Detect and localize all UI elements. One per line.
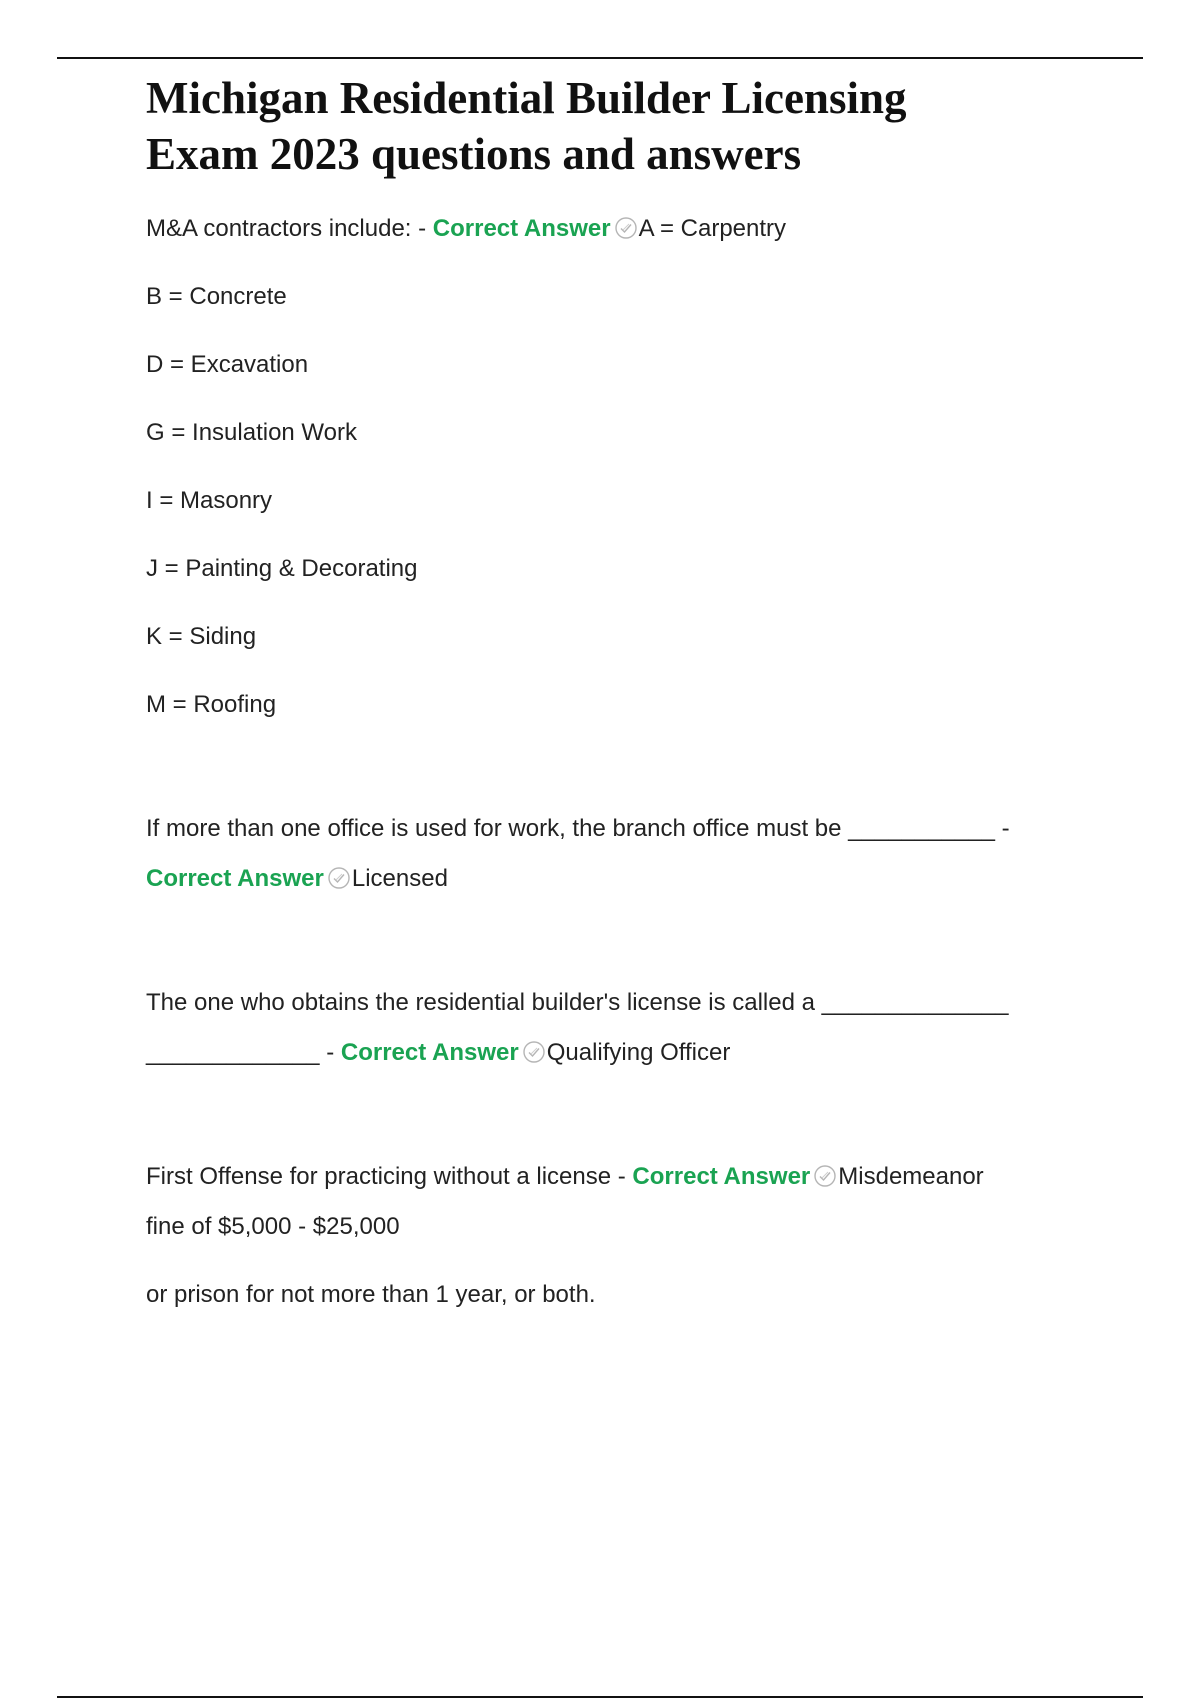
answer-1-line: J = Painting & Decorating (146, 555, 418, 582)
correct-answer-label: Correct Answer (340, 1039, 519, 1066)
answer-4-line-3: or prison for not more than 1 year, or both. (146, 1281, 596, 1308)
question-3-line-2 (146, 1028, 1086, 1078)
bottom-rule (57, 1696, 1143, 1698)
answer-1-line: M = Roofing (146, 691, 277, 718)
question-3-line-1: The one who obtains the residential builder's license is called a ______________ (146, 989, 1009, 1016)
question-4-line (146, 1152, 1086, 1202)
check-circle-icon (614, 216, 638, 240)
answer-2-line (146, 854, 1086, 904)
check-circle-icon (522, 1040, 546, 1064)
title-line-1: Michigan Residential Builder Licensing (146, 73, 907, 123)
question-2-text: If more than one office is used for work, the branch office must be ___________ - (146, 815, 1010, 842)
qa-item-2 (146, 804, 1086, 904)
answer-3-text: Qualifying Officer (546, 1039, 731, 1066)
top-rule (57, 57, 1143, 59)
answer-1-line: D = Excavation (146, 351, 309, 378)
question-1-line (146, 204, 1086, 254)
correct-answer-label: Correct Answer (432, 215, 611, 242)
qa-item-1 (146, 204, 1086, 730)
question-3-text: _____________ - (146, 1039, 341, 1066)
title-line-2: Exam 2023 questions and answers (146, 129, 802, 179)
answer-4-first: Misdemeanor (838, 1163, 984, 1190)
correct-answer-label: Correct Answer (632, 1163, 811, 1190)
answer-1-line: G = Insulation Work (146, 419, 357, 446)
answer-4-line-2: fine of $5,000 - $25,000 (146, 1213, 400, 1240)
question-4-text: First Offense for practicing without a license - (146, 1163, 633, 1190)
qa-item-4 (146, 1152, 1086, 1320)
answer-2-text: Licensed (351, 865, 448, 892)
document-body (146, 70, 1086, 1320)
page-title (146, 70, 1086, 182)
answer-1-line: K = Siding (146, 623, 257, 650)
answer-1-line: B = Concrete (146, 283, 287, 310)
question-1-text: M&A contractors include: - (146, 215, 433, 242)
qa-item-3 (146, 978, 1086, 1078)
answer-1-first: A = Carpentry (638, 215, 787, 242)
answer-1-line: I = Masonry (146, 487, 273, 514)
check-circle-icon (813, 1164, 837, 1188)
check-circle-icon (327, 866, 351, 890)
correct-answer-label: Correct Answer (146, 865, 324, 892)
